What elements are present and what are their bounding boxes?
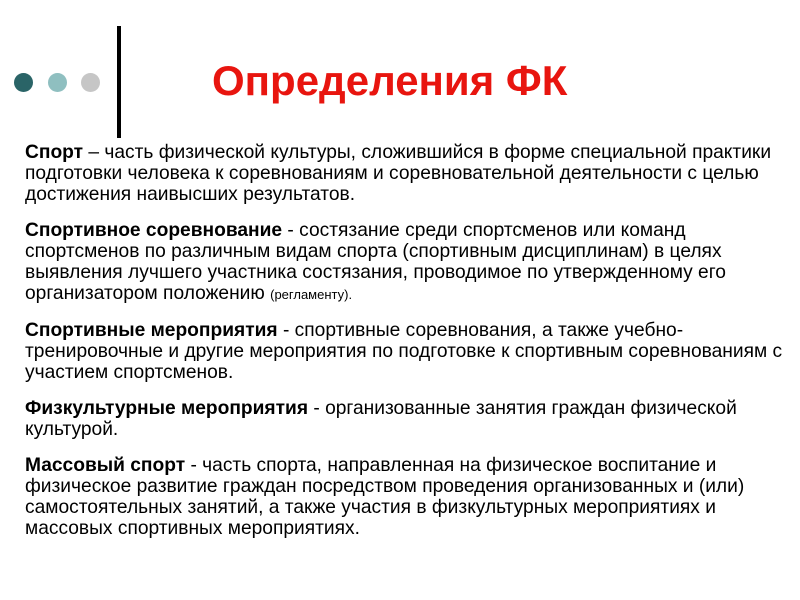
dot-gray xyxy=(81,73,100,92)
definition-text: - организованные занятия граждан физической культурой. xyxy=(25,398,737,440)
definition-text: - состязание среди спортсменов или команд спортсменов по различным видам спорта (спортивным дисциплинам) в целях выявления лучшего участника состязания, проводимое по утвержденному его организатором положению xyxy=(25,220,726,304)
dot-dark-teal xyxy=(14,73,33,92)
decorative-dots xyxy=(14,73,102,93)
definition-sport-competition xyxy=(25,220,795,305)
definition-term: Массовый спорт xyxy=(25,455,186,476)
definitions-list xyxy=(25,142,795,554)
dot-light-teal xyxy=(48,73,67,92)
definition-text: - часть спорта, направленная на физическое воспитание и физическое развитие граждан посредством проведения организованных и (или) самостоятельных занятий, а также участия в физкультурных мероприятиях и массовых спортивных мероприятиях. xyxy=(25,455,745,539)
slide-title: Определения ФК xyxy=(212,57,568,104)
definition-fitness-events xyxy=(25,398,795,440)
definition-term: Физкультурные мероприятия xyxy=(25,398,309,419)
definition-term: Спортивные мероприятия xyxy=(25,320,278,341)
definition-note: (регламенту). xyxy=(270,287,353,302)
definition-mass-sport xyxy=(25,455,795,539)
definition-term: Спортивное соревнование xyxy=(25,220,283,241)
vertical-divider xyxy=(117,26,121,138)
definition-text: - спортивные соревнования, а также учебно-тренировочные и другие мероприятия по подготовке к спортивным соревнованиям с участием спортсменов. xyxy=(25,320,783,383)
definition-sport xyxy=(25,142,795,205)
definition-sport-events xyxy=(25,320,795,383)
definition-term: Спорт xyxy=(25,142,84,163)
definition-text: – часть физической культуры, сложившийся в форме специальной практики подготовки человека к соревнованиям и соревновательной деятельности с целью достижения наивысших результатов. xyxy=(25,142,772,205)
